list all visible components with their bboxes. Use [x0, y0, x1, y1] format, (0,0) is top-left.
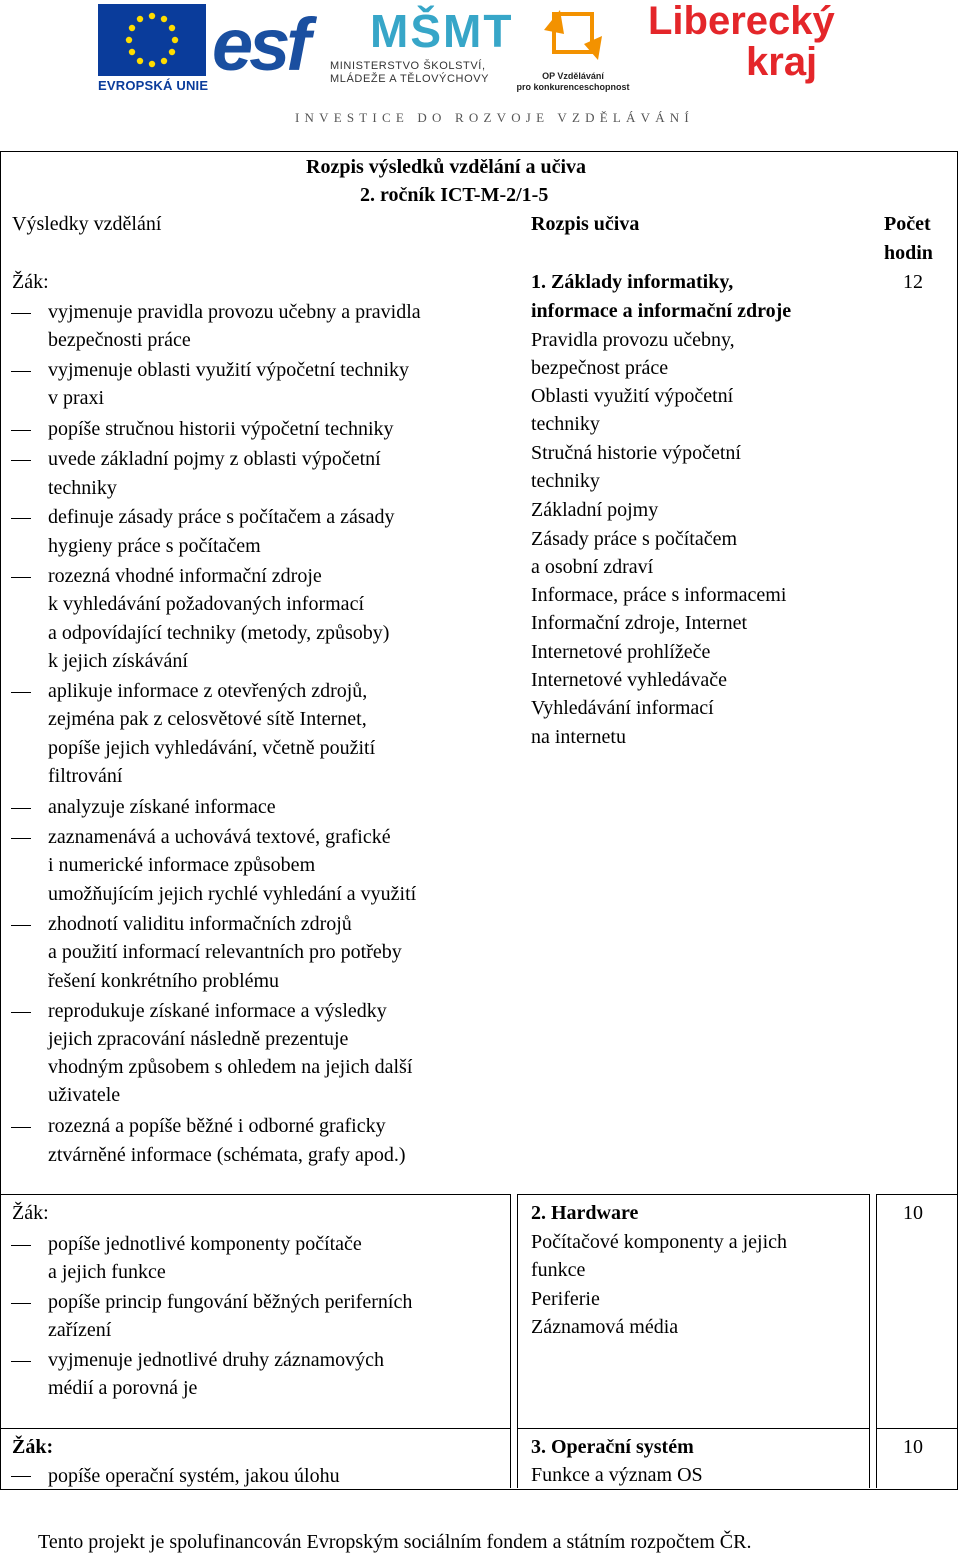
esf-mark: esf — [212, 3, 307, 86]
column-header-hours-line-2: hodin — [884, 242, 933, 264]
outcome-line: zhodnotí validitu informačních zdrojů — [48, 913, 352, 935]
outcome-line: v praxi — [48, 387, 105, 409]
outcome-line: jejich zpracování následně prezentuje — [48, 1028, 349, 1050]
column-divider-2 — [517, 1194, 518, 1488]
column-divider-3 — [869, 1194, 870, 1488]
region-name-line-1: Liberecký — [648, 0, 835, 43]
topic-heading: 3. Operační systém — [531, 1436, 694, 1458]
pupil-label: Žák: — [12, 1202, 49, 1224]
bullet-dash — [11, 925, 31, 926]
bullet-dash — [11, 838, 31, 839]
bullet-dash — [11, 460, 31, 461]
bullet-dash — [11, 430, 31, 431]
topic-line: Vyhledávání informací — [531, 697, 714, 719]
outcome-line: popíše stručnou historii výpočetní techniky — [48, 418, 394, 440]
outcome-line: popíše operační systém, jakou úlohu — [48, 1465, 340, 1487]
topic-line: Informace, práce s informacemi — [531, 584, 787, 606]
bullet-dash — [11, 1127, 31, 1128]
outcome-line: k jejich získávání — [48, 650, 188, 672]
topic-line: a osobní zdraví — [531, 556, 654, 578]
hours-value: 10 — [903, 1436, 923, 1458]
topic-line: Internetové vyhledávače — [531, 669, 728, 691]
msmt-caption-line-2: MLÁDEŽE A TĚLOVÝCHOVY — [330, 73, 490, 85]
msmt-logo — [330, 2, 514, 94]
outcome-line: popíše jejich vyhledávání, včetně použití — [48, 737, 376, 759]
bullet-dash — [11, 577, 31, 578]
bullet-dash — [11, 1303, 31, 1304]
bullet-dash — [11, 692, 31, 693]
outcome-line: vyjmenuje jednotlivé druhy záznamových — [48, 1349, 385, 1371]
outcome-line: bezpečnosti práce — [48, 329, 191, 351]
document-title: Rozpis výsledků vzdělání a učiva — [306, 156, 587, 178]
logo-strip — [0, 0, 960, 130]
bullet-dash — [11, 1245, 31, 1246]
outcome-line: reprodukuje získané informace a výsledky — [48, 1000, 387, 1022]
document-subtitle: 2. ročník ICT-M-2/1-5 — [360, 184, 549, 206]
pupil-label: Žák: — [12, 271, 49, 293]
op-vk-emblem-icon — [514, 4, 632, 66]
outcome-line: vyjmenuje pravidla provozu učebny a pravidla — [48, 301, 421, 323]
topic-line: Stručná historie výpočetní — [531, 442, 741, 464]
op-caption-line-2: pro konkurenceschopnost — [516, 82, 630, 92]
outcome-line: zejména pak z celosvětové sítě Internet, — [48, 708, 367, 730]
msmt-mark: MŠMT — [370, 5, 514, 57]
op-vk-logo — [514, 4, 632, 96]
outcome-line: uživatele — [48, 1084, 121, 1106]
outcome-line: aplikuje informace z otevřených zdrojů, — [48, 680, 368, 702]
outcome-line: zařízení — [48, 1319, 112, 1341]
section-divider-1-right — [876, 1194, 958, 1195]
outcome-line: rozezná vhodné informační zdroje — [48, 565, 322, 587]
outcome-line: zaznamenává a uchovává textové, grafické — [48, 826, 391, 848]
topic-line: Oblasti využití výpočetní — [531, 385, 734, 407]
topic-line: na internetu — [531, 726, 626, 748]
outcome-line: a odpovídající techniky (metody, způsoby) — [48, 622, 390, 644]
bullet-dash — [11, 1476, 31, 1477]
bullet-dash — [11, 808, 31, 809]
outcome-line: rozezná a popíše běžné i odborné graficky — [48, 1115, 386, 1137]
eu-caption: EVROPSKÁ UNIE — [98, 78, 209, 93]
topic-heading: 1. Základy informatiky, — [531, 271, 734, 293]
column-header-hours-line-1: Počet — [884, 213, 931, 235]
outcome-line: vyjmenuje oblasti využití výpočetní techniky — [48, 359, 410, 381]
outcome-line: uvede základní pojmy z oblasti výpočetní — [48, 448, 381, 470]
outcome-line: hygieny práce s počítačem — [48, 535, 261, 557]
outcome-line: techniky — [48, 477, 117, 499]
topic-line: Záznamová média — [531, 1316, 679, 1338]
outcome-line: analyzuje získané informace — [48, 796, 276, 818]
funding-footer: Tento projekt je spolufinancován Evropským sociálním fondem a státním rozpočtem ČR. — [38, 1531, 752, 1553]
section-divider-1-mid — [517, 1194, 869, 1195]
hours-value: 12 — [903, 271, 923, 293]
section-divider-1-left — [0, 1194, 510, 1195]
column-divider-1 — [510, 1194, 511, 1488]
topic-line: Základní pojmy — [531, 499, 659, 521]
msmt-caption-line-1: MINISTERSTVO ŠKOLSTVÍ, — [330, 60, 486, 72]
outcome-line: k vyhledávání požadovaných informací — [48, 593, 364, 615]
outcome-line: ztvárněné informace (schémata, grafy apod.) — [48, 1144, 406, 1166]
topic-line: funkce — [531, 1259, 586, 1281]
outcome-line: popíše jednotlivé komponenty počítače — [48, 1233, 362, 1255]
outcome-line: vhodným způsobem s ohledem na jejich další — [48, 1056, 413, 1078]
bullet-dash — [11, 371, 31, 372]
tagline: INVESTICE DO ROZVOJE VZDĚLÁVÁNÍ — [295, 110, 694, 125]
op-caption-line-1: OP Vzdělávání — [542, 71, 604, 81]
pupil-label: Žák: — [12, 1436, 54, 1458]
bullet-dash — [11, 313, 31, 314]
topic-line: Informační zdroje, Internet — [531, 612, 748, 634]
outcome-line: řešení konkrétního problému — [48, 970, 280, 992]
outcome-line: a použití informací relevantních pro potřeby — [48, 941, 402, 963]
topic-heading: 2. Hardware — [531, 1202, 639, 1224]
hours-value: 10 — [903, 1202, 923, 1224]
outcome-line: i numerické informace způsobem — [48, 854, 316, 876]
outcome-line: filtrování — [48, 765, 123, 787]
topic-line: Pravidla provozu učebny, — [531, 329, 735, 351]
topic-line: Periferie — [531, 1288, 600, 1310]
eu-flag-icon — [98, 4, 206, 76]
eu-logo — [98, 4, 209, 93]
topic-line: Počítačové komponenty a jejich — [531, 1231, 788, 1253]
bullet-dash — [11, 518, 31, 519]
section-divider-2-left — [0, 1428, 510, 1429]
outcome-line: médií a porovná je — [48, 1377, 198, 1399]
outcome-line: a jejich funkce — [48, 1261, 166, 1283]
outcome-line: umožňujícím jejich rychlé vyhledání a využití — [48, 883, 417, 905]
column-divider-4 — [876, 1194, 877, 1488]
topic-line: Zásady práce s počítačem — [531, 528, 738, 550]
topic-heading-continued: informace a informační zdroje — [531, 300, 792, 322]
column-header-results: Výsledky vzdělání — [12, 213, 162, 235]
outcome-line: definuje zásady práce s počítačem a zásady — [48, 506, 395, 528]
liberecky-kraj-logo — [648, 0, 858, 96]
esf-logo — [212, 3, 312, 90]
section-divider-2-right — [876, 1428, 958, 1429]
topic-line: techniky — [531, 470, 600, 492]
outcome-line: popíše princip fungování běžných periferních — [48, 1291, 413, 1313]
region-name-line-2: kraj — [746, 40, 818, 84]
bullet-dash — [11, 1012, 31, 1013]
bullet-dash — [11, 1361, 31, 1362]
column-header-curriculum: Rozpis učiva — [531, 213, 640, 235]
section-divider-2-mid — [517, 1428, 869, 1429]
topic-line: bezpečnost práce — [531, 357, 669, 379]
topic-line: Funkce a význam OS — [531, 1464, 703, 1486]
topic-line: Internetové prohlížeče — [531, 641, 711, 663]
topic-line: techniky — [531, 413, 600, 435]
